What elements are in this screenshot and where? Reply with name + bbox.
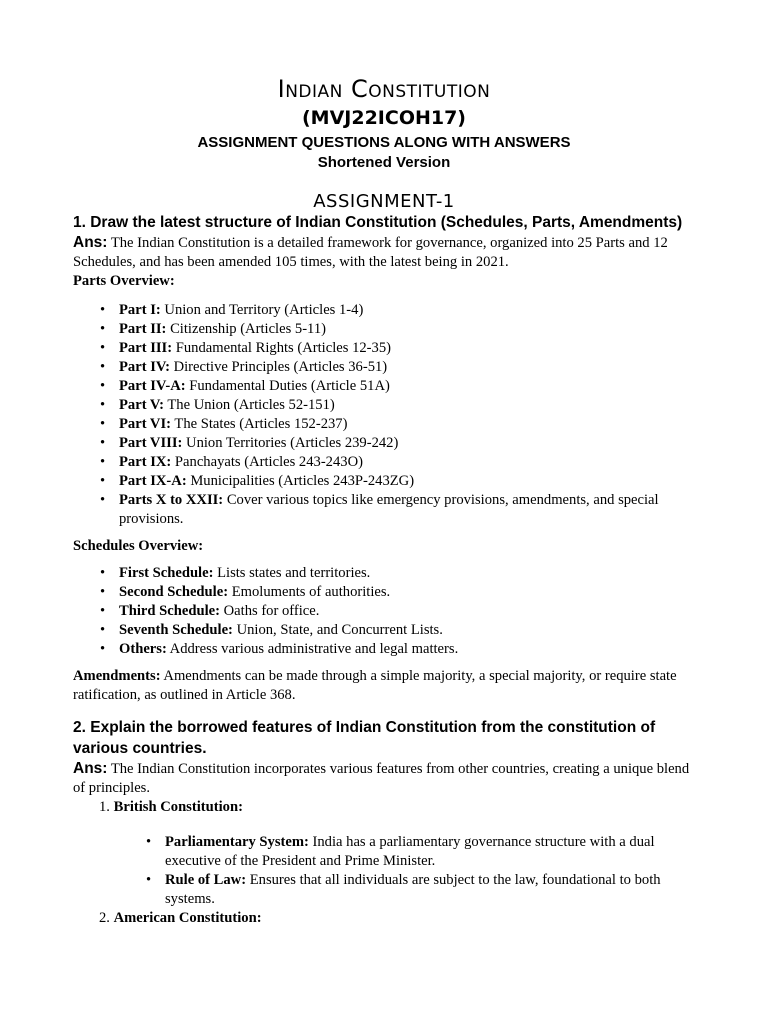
list-item: • Part IX-A: Municipalities (Articles 243P-243ZG) <box>119 472 703 491</box>
list-item: • Third Schedule: Oaths for office. <box>119 602 703 621</box>
answer-2 <box>73 759 703 798</box>
list-item: • Part VIII: Union Territories (Articles 239-242) <box>119 434 703 453</box>
document-title: Indian Constitution <box>277 75 491 103</box>
document-subtitle: ASSIGNMENT QUESTIONS ALONG WITH ANSWERS <box>197 134 571 151</box>
list-item: • Part VI: The States (Articles 152-237) <box>119 415 703 434</box>
schedules-heading: Schedules Overview: <box>73 538 204 554</box>
list-item: • Second Schedule: Emoluments of authorities. <box>119 583 703 602</box>
amendments-paragraph: Amendments: Amendments can be made through a simple majority, a special majority, or require state ratification, as outlined in Article 368. <box>73 668 677 703</box>
answer-1-text: The Indian Constitution is a detailed framework for governance, organized into 25 Parts and 12 Schedules, and has been amended 105 times, with the latest being in 2021. <box>73 235 668 270</box>
assignment-heading: ASSIGNMENT-1 <box>313 191 455 212</box>
list-item-american: 2. American Constitution: <box>99 910 262 926</box>
list-item: • Part II: Citizenship (Articles 5-11) <box>119 320 703 339</box>
list-item: • Rule of Law: Ensures that all individuals are subject to the law, foundational to both systems. <box>165 871 703 909</box>
list-item: • Part IX: Panchayats (Articles 243-243O) <box>119 453 703 472</box>
answer-2-text: The Indian Constitution incorporates various features from other countries, creating a unique blend of principles. <box>73 761 690 796</box>
list-item: • Part IV: Directive Principles (Articles 36-51) <box>119 358 703 377</box>
parts-heading: Parts Overview: <box>73 273 175 289</box>
list-item: • Part V: The Union (Articles 52-151) <box>119 396 703 415</box>
list-item: • First Schedule: Lists states and territories. <box>119 564 703 583</box>
question-1: 1. Draw the latest structure of Indian Constitution (Schedules, Parts, Amendments) <box>73 214 683 231</box>
list-item: • Parts X to XXII: Cover various topics like emergency provisions, amendments, and special provisions. <box>119 491 703 529</box>
schedules-list <box>73 564 703 659</box>
list-item: • Part I: Union and Territory (Articles 1-4) <box>119 301 703 320</box>
list-item: • Others: Address various administrative and legal matters. <box>119 640 703 659</box>
answer-1 <box>73 233 703 272</box>
list-item: • Part IV-A: Fundamental Duties (Article 51A) <box>119 377 703 396</box>
answer-label: Ans: <box>73 234 108 251</box>
list-item: • Seventh Schedule: Union, State, and Concurrent Lists. <box>119 621 703 640</box>
question-2: 2. Explain the borrowed features of Indian Constitution from the constitution of various countries. <box>73 719 656 757</box>
parts-list <box>73 301 703 529</box>
answer-label: Ans: <box>73 760 108 777</box>
british-features-list <box>73 833 703 909</box>
document-body <box>73 212 703 928</box>
list-item: • Parliamentary System: India has a parliamentary governance structure with a dual executive of the President and Prime Minister. <box>165 833 703 871</box>
version-label: Shortened Version <box>317 154 451 171</box>
course-code: (MVJ22ICOH17) <box>302 107 466 129</box>
list-item-british: 1. British Constitution: <box>99 799 243 815</box>
list-item: • Part III: Fundamental Rights (Articles 12-35) <box>119 339 703 358</box>
